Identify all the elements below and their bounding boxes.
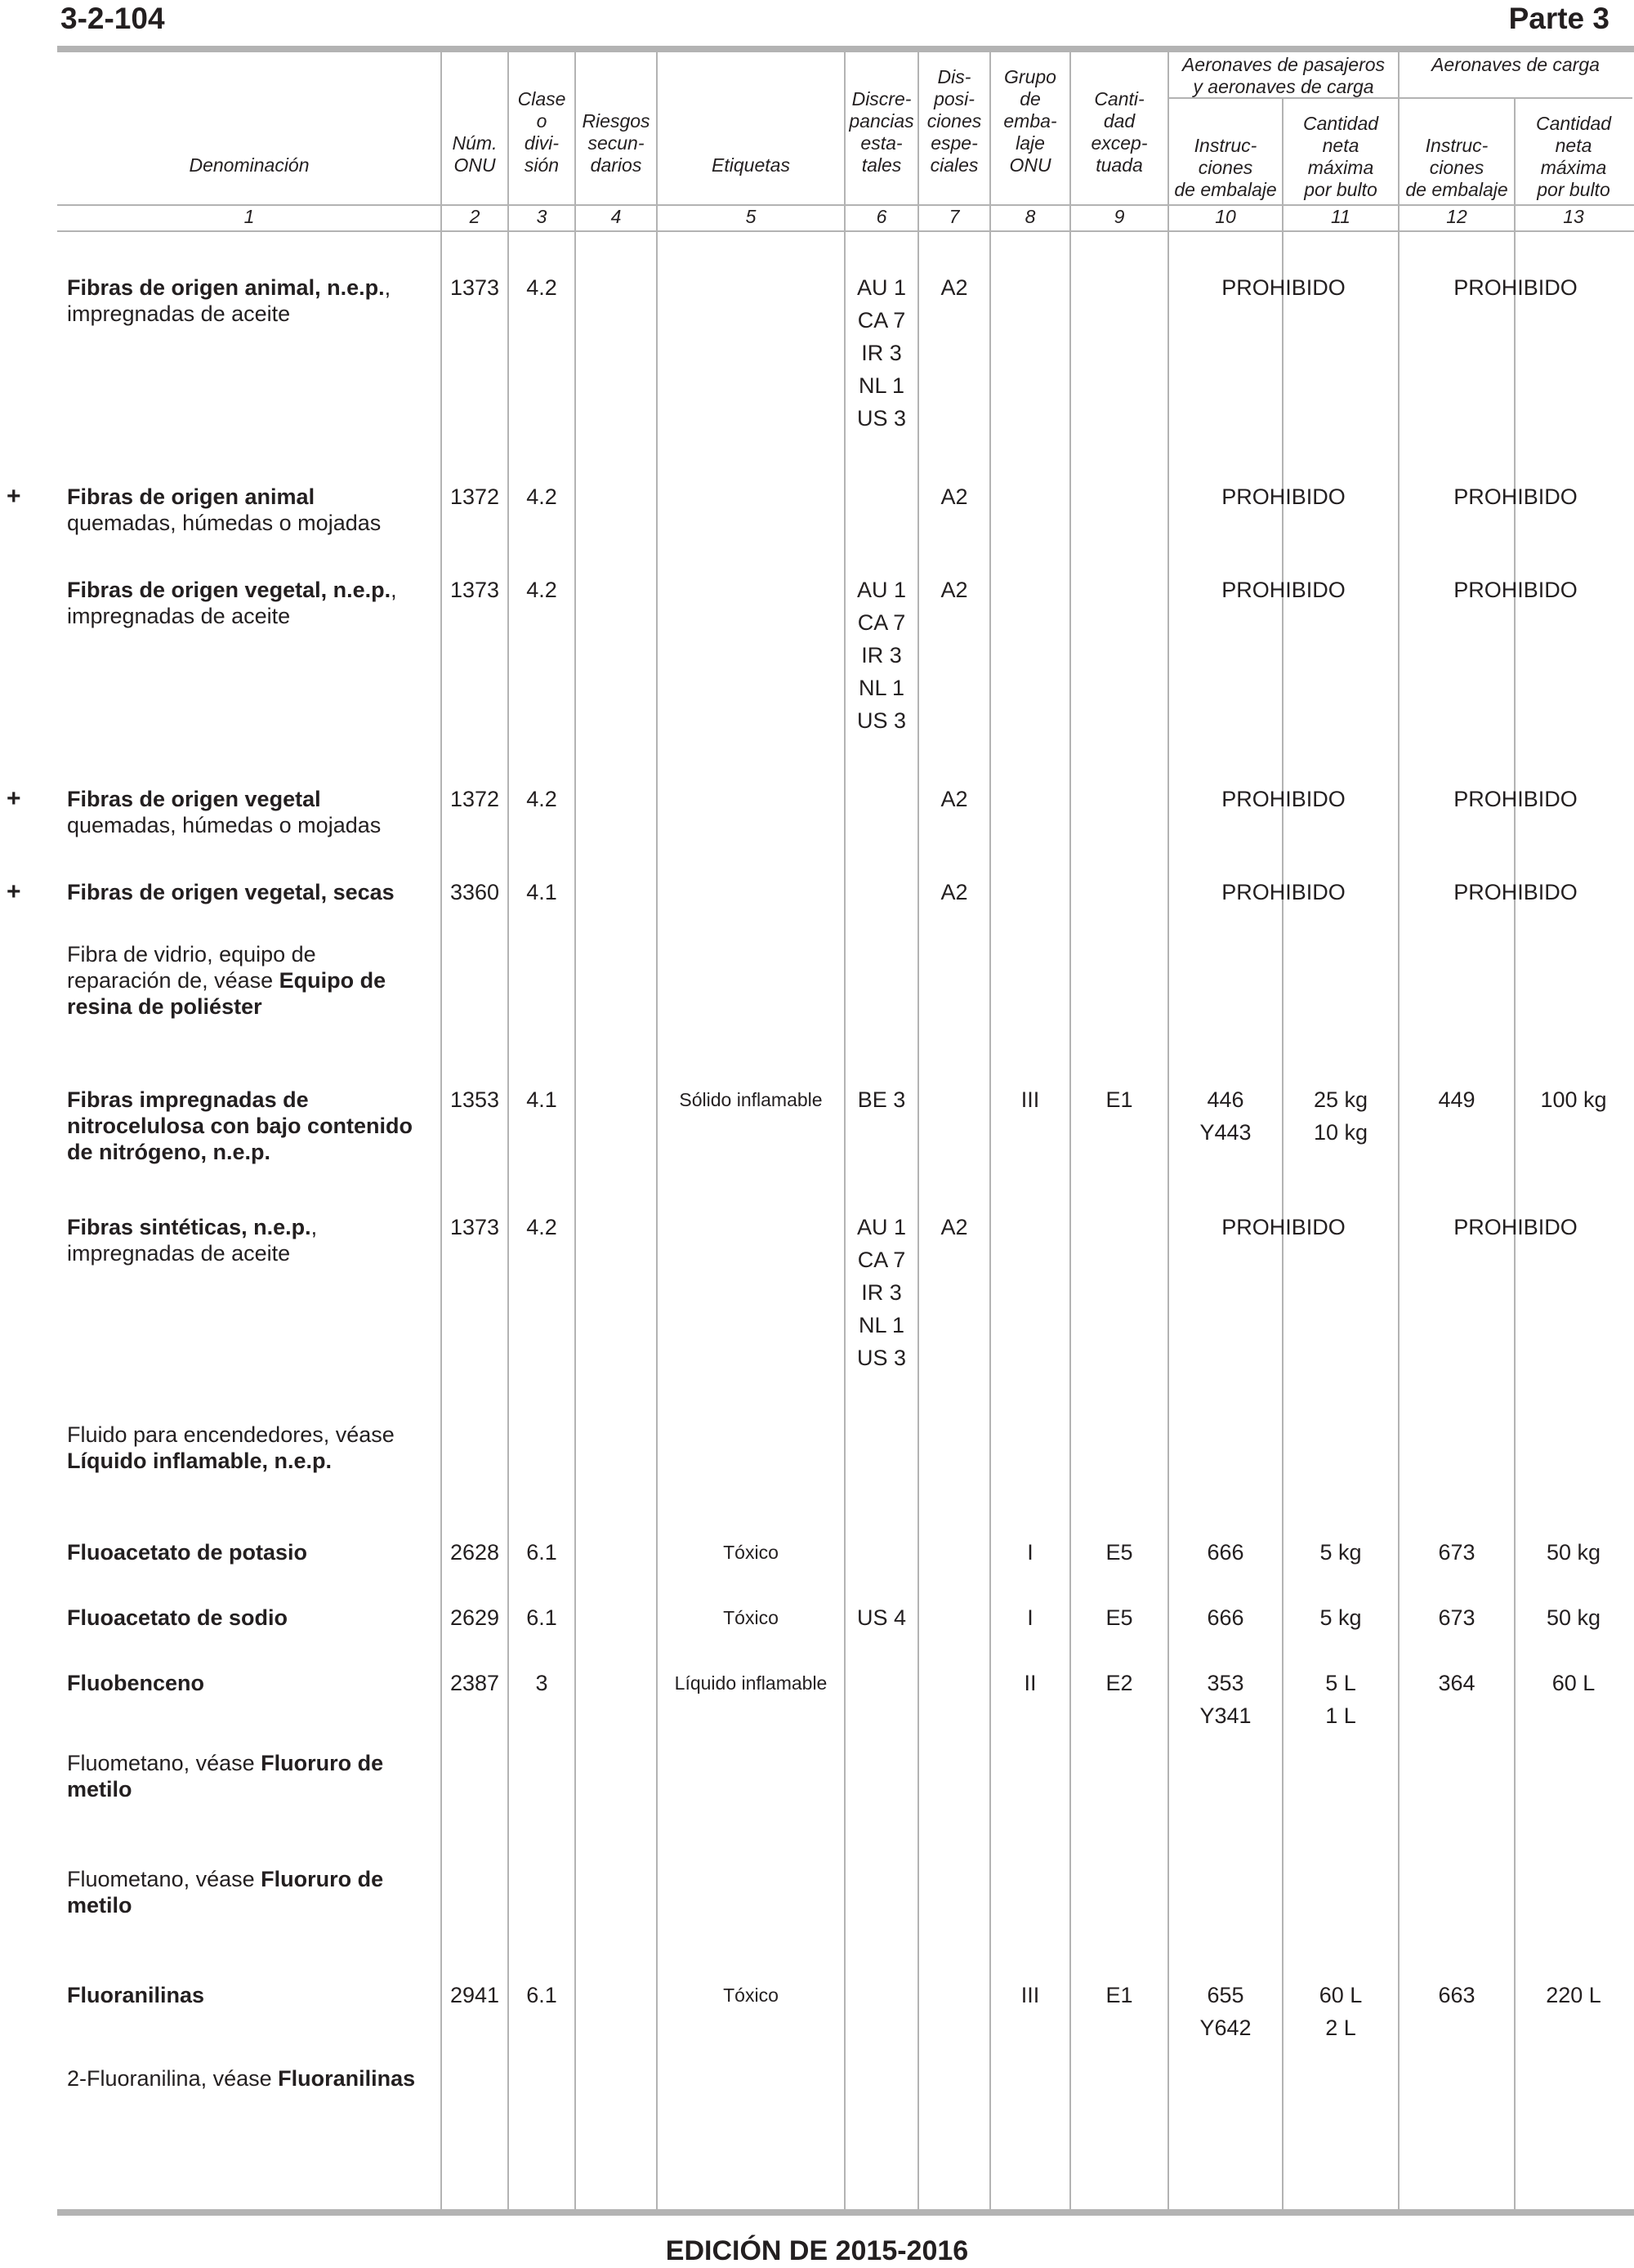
denomination-bold: Fibras de origen vegetal, n.e.p. — [67, 578, 391, 602]
denomination-text: Fluometano, véase — [67, 1867, 261, 1891]
disposiciones-cell: A2 — [940, 578, 968, 602]
denomination-cell — [67, 484, 435, 536]
disposiciones-cell: A2 — [940, 484, 968, 509]
denomination-cell — [67, 786, 435, 838]
header-disposiciones: Dis- posi- ciones espe- ciales — [926, 66, 982, 176]
num-onu-cell: 3360 — [449, 880, 500, 904]
cargo-cantidad-cell: 50 kg — [1546, 1605, 1601, 1630]
etiquetas-cell: Líquido inflamable — [674, 1672, 828, 1694]
denomination-bold: Fluoruro de metilo — [67, 1751, 384, 1801]
column-number: 6 — [876, 206, 887, 227]
denomination-text: Fibra de vidrio, equipo de reparación de, véase — [67, 942, 316, 993]
denomination-text: Fluometano, véase — [67, 1751, 261, 1775]
denomination-cell — [67, 577, 435, 629]
group-header-passenger: Aeronaves de pasajeros y aeronaves de carga — [1181, 54, 1386, 97]
part-title: Parte 3 — [1508, 2, 1609, 35]
denomination-bold: Fibras de origen vegetal, secas — [67, 880, 395, 904]
page-number: 3-2-104 — [60, 2, 165, 35]
etiquetas-cell: Tóxico — [723, 1984, 779, 2006]
denomination-text: , impregnadas de aceite — [67, 275, 391, 326]
clase-cell: 6.1 — [526, 1540, 557, 1565]
disposiciones-cell: A2 — [940, 787, 968, 811]
cantidad-exceptuada-cell: E5 — [1105, 1605, 1133, 1630]
denomination-bold: Fluoacetato de sodio — [67, 1605, 288, 1630]
grupo-cell: I — [1027, 1605, 1034, 1630]
header-num-onu: Núm. ONU — [452, 132, 498, 176]
discrepancias-cell: AU 1 CA 7 IR 3 NL 1 US 3 — [856, 275, 907, 431]
pax-instrucciones-cell: 446 Y443 — [1199, 1087, 1252, 1145]
passenger-prohibited: PROHIBIDO — [1221, 1215, 1346, 1239]
cargo-prohibited: PROHIBIDO — [1453, 1215, 1578, 1239]
denomination-text: , impregnadas de aceite — [67, 1215, 318, 1266]
pax-instrucciones-cell: 666 — [1207, 1605, 1244, 1630]
denomination-bold: Fluoranilinas — [67, 1983, 205, 2007]
passenger-prohibited: PROHIBIDO — [1221, 484, 1346, 509]
passenger-prohibited: PROHIBIDO — [1221, 880, 1346, 904]
denomination-cell — [67, 1670, 435, 1696]
num-onu-cell: 1372 — [449, 484, 500, 509]
denomination-bold: Equipo de resina de poliéster — [67, 968, 386, 1019]
denomination-bold: Fluoruro de metilo — [67, 1867, 384, 1918]
denomination-text: quemadas, húmedas o mojadas — [67, 813, 382, 837]
denomination-bold: Líquido inflamable, n.e.p. — [67, 1449, 333, 1473]
column-number: 3 — [536, 206, 547, 227]
num-onu-cell: 1353 — [449, 1087, 500, 1112]
bottom-rule — [57, 2209, 1634, 2216]
revision-mark: + — [7, 483, 21, 510]
etiquetas-cell: Tóxico — [723, 1542, 779, 1563]
pax-cantidad-cell: 25 kg 10 kg — [1313, 1087, 1368, 1145]
denomination-cell — [67, 1866, 435, 1918]
column-number: 9 — [1114, 206, 1125, 227]
column-divider — [656, 52, 658, 2209]
header-etiquetas: Etiquetas — [712, 154, 790, 176]
denomination-cell — [67, 1982, 435, 2008]
discrepancias-cell: AU 1 CA 7 IR 3 NL 1 US 3 — [856, 1215, 907, 1370]
revision-mark: + — [7, 785, 21, 812]
cargo-prohibited: PROHIBIDO — [1453, 787, 1578, 811]
clase-cell: 4.1 — [526, 1087, 557, 1112]
pax-instrucciones-cell: 666 — [1207, 1540, 1244, 1565]
denomination-bold: Fluobenceno — [67, 1671, 204, 1695]
cantidad-exceptuada-cell: E2 — [1105, 1671, 1133, 1695]
cargo-prohibited: PROHIBIDO — [1453, 880, 1578, 904]
cargo-prohibited: PROHIBIDO — [1453, 578, 1578, 602]
num-onu-cell: 2941 — [449, 1983, 500, 2007]
discrepancias-cell: BE 3 — [857, 1087, 906, 1112]
denomination-cell — [67, 1605, 435, 1631]
column-divider — [1069, 52, 1071, 2209]
column-number: 2 — [469, 206, 480, 227]
column-divider — [574, 52, 576, 2209]
column-number: 5 — [745, 206, 757, 227]
column-number: 8 — [1025, 206, 1036, 227]
num-onu-cell: 2387 — [449, 1671, 500, 1695]
etiquetas-cell: Sólido inflamable — [679, 1089, 823, 1110]
column-divider — [507, 52, 509, 2209]
column-number: 12 — [1446, 206, 1467, 227]
cantidad-exceptuada-cell: E5 — [1105, 1540, 1133, 1565]
denomination-text: quemadas, húmedas o mojadas — [67, 511, 382, 535]
clase-cell: 4.2 — [526, 1215, 557, 1239]
clase-cell: 4.2 — [526, 484, 557, 509]
header-cantidad-exceptuada: Canti- dad excep- tuada — [1091, 88, 1148, 176]
denomination-cell — [67, 1750, 435, 1802]
num-onu-cell: 2629 — [449, 1605, 500, 1630]
column-number: 13 — [1563, 206, 1584, 227]
pax-instrucciones-cell: 353 Y341 — [1199, 1671, 1252, 1728]
passenger-prohibited: PROHIBIDO — [1221, 578, 1346, 602]
cargo-cantidad-cell: 100 kg — [1540, 1087, 1607, 1112]
denomination-text: , impregnadas de aceite — [67, 578, 397, 628]
header-cargo-cantidad: Cantidad neta máxima por bulto — [1535, 113, 1612, 200]
column-divider — [1282, 98, 1284, 2209]
pax-cantidad-cell: 5 L 1 L — [1325, 1671, 1356, 1728]
disposiciones-cell: A2 — [940, 880, 968, 904]
pax-cantidad-cell: 5 kg — [1319, 1540, 1362, 1565]
denomination-bold: Fluoranilinas — [278, 2066, 416, 2091]
cargo-instrucciones-cell: 364 — [1438, 1671, 1476, 1695]
edition-footer: EDICIÓN DE 2015-2016 — [665, 2235, 969, 2266]
discrepancias-cell: US 4 — [856, 1605, 907, 1630]
grupo-cell: II — [1024, 1671, 1037, 1695]
cargo-cantidad-cell: 50 kg — [1546, 1540, 1601, 1565]
denomination-text: Fluido para encendedores, véase — [67, 1422, 395, 1447]
denomination-bold: Fluoacetato de potasio — [67, 1540, 308, 1565]
cargo-cantidad-cell: 220 L — [1546, 1983, 1601, 2007]
header-pax-cantidad: Cantidad neta máxima por bulto — [1302, 113, 1379, 200]
denomination-cell — [67, 1214, 435, 1266]
clase-cell: 4.2 — [526, 275, 557, 300]
top-rule — [57, 46, 1634, 52]
denomination-cell — [67, 2065, 435, 2092]
header-pax-instrucciones: Instruc- ciones de embalaje — [1174, 135, 1277, 200]
header-discrepancias: Discre- pancias esta- tales — [849, 88, 914, 176]
header-cargo-instrucciones: Instruc- ciones de embalaje — [1405, 135, 1508, 200]
cantidad-exceptuada-cell: E1 — [1105, 1983, 1133, 2007]
column-number: 4 — [610, 206, 622, 227]
column-number: 11 — [1331, 206, 1351, 227]
cargo-prohibited: PROHIBIDO — [1453, 484, 1578, 509]
clase-cell: 4.2 — [526, 787, 557, 811]
denomination-bold: Fibras de origen animal — [67, 484, 315, 509]
clase-cell: 6.1 — [526, 1983, 557, 2007]
passenger-prohibited: PROHIBIDO — [1221, 787, 1346, 811]
header-grupo: Grupo de emba- laje ONU — [1003, 66, 1057, 176]
cargo-instrucciones-cell: 673 — [1438, 1605, 1476, 1630]
cargo-instrucciones-cell: 673 — [1438, 1540, 1476, 1565]
num-onu-cell: 2628 — [449, 1540, 500, 1565]
denomination-cell — [67, 1422, 435, 1474]
denomination-cell — [67, 941, 435, 1020]
denomination-cell — [67, 1539, 435, 1565]
pax-cantidad-cell: 5 kg — [1319, 1605, 1362, 1630]
denomination-bold: Fibras de origen animal, n.e.p. — [67, 275, 385, 300]
denomination-bold: Fibras de origen vegetal — [67, 787, 321, 811]
discrepancias-cell: AU 1 CA 7 IR 3 NL 1 US 3 — [856, 578, 907, 733]
grupo-cell: III — [1020, 1087, 1040, 1112]
header-denominacion: Denominación — [189, 154, 310, 176]
pax-instrucciones-cell: 655 Y642 — [1199, 1983, 1252, 2040]
group-header-cargo: Aeronaves de carga — [1431, 54, 1600, 75]
denomination-text: 2-Fluoranilina, véase — [67, 2066, 279, 2091]
clase-cell: 6.1 — [526, 1605, 557, 1630]
pax-cantidad-cell: 60 L 2 L — [1319, 1983, 1363, 2040]
cargo-instrucciones-cell: 663 — [1438, 1983, 1476, 2007]
denomination-cell — [67, 275, 435, 327]
cargo-prohibited: PROHIBIDO — [1453, 275, 1578, 300]
num-onu-cell: 1373 — [449, 275, 500, 300]
num-onu-cell: 1373 — [449, 578, 500, 602]
denomination-bold: Fibras sintéticas, n.e.p. — [67, 1215, 311, 1239]
cargo-cantidad-cell: 60 L — [1551, 1671, 1596, 1695]
num-onu-cell: 1373 — [449, 1215, 500, 1239]
column-number: 7 — [949, 206, 960, 227]
passenger-prohibited: PROHIBIDO — [1221, 275, 1346, 300]
grupo-cell: I — [1027, 1540, 1034, 1565]
clase-cell: 3 — [535, 1671, 548, 1695]
etiquetas-cell: Tóxico — [723, 1607, 779, 1628]
column-divider — [1514, 98, 1516, 2209]
denomination-cell — [67, 879, 435, 905]
header-clase: Clase o divi- sión — [517, 88, 566, 176]
disposiciones-cell: A2 — [940, 1215, 968, 1239]
column-divider — [989, 52, 991, 2209]
disposiciones-cell: A2 — [940, 275, 968, 300]
cantidad-exceptuada-cell: E1 — [1105, 1087, 1133, 1112]
column-divider — [440, 52, 442, 2209]
revision-mark: + — [7, 878, 21, 905]
cargo-instrucciones-cell: 449 — [1438, 1087, 1476, 1112]
denomination-cell — [67, 1087, 435, 1165]
grupo-cell: III — [1020, 1983, 1040, 2007]
column-number: 1 — [243, 206, 255, 227]
denomination-bold: Fibras impregnadas de nitrocelulosa con bajo contenido de nitrógeno, n.e.p. — [67, 1087, 413, 1164]
header-riesgos: Riesgos secun- darios — [582, 110, 650, 176]
column-number: 10 — [1215, 206, 1236, 227]
num-onu-cell: 1372 — [449, 787, 500, 811]
clase-cell: 4.2 — [526, 578, 557, 602]
clase-cell: 4.1 — [526, 880, 557, 904]
